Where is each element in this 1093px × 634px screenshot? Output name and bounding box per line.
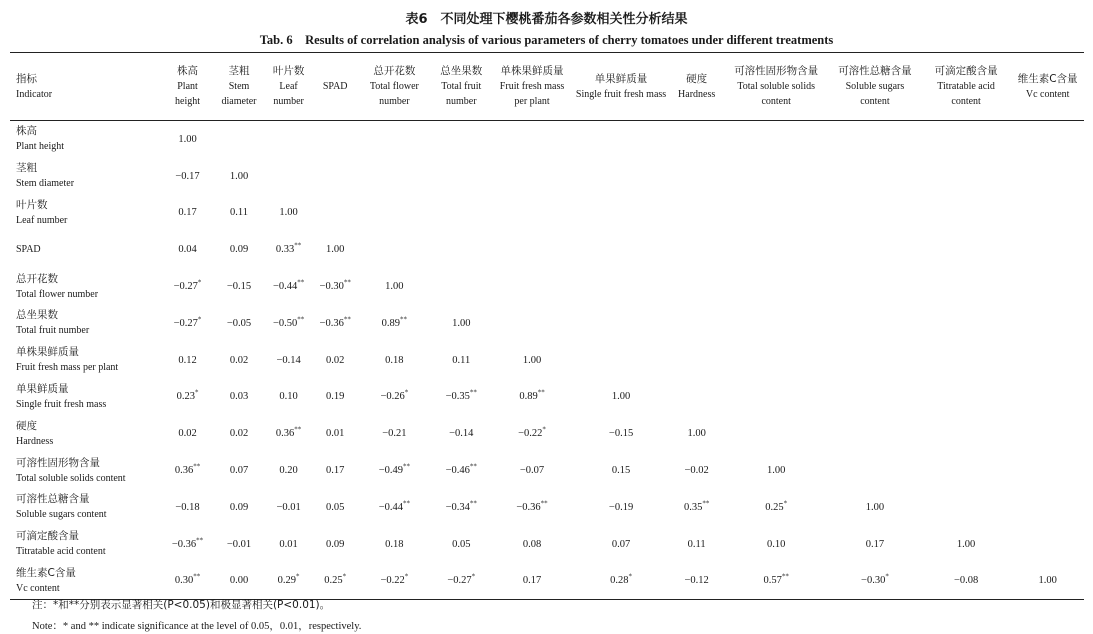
- correlation-cell: 1.00: [385, 281, 404, 293]
- column-header-cn: 株高: [177, 65, 199, 77]
- column-header: [1011, 53, 1084, 121]
- significance-mark: **: [469, 462, 477, 471]
- correlation-cell: [1011, 158, 1084, 195]
- column-header-en: Plant height: [175, 81, 201, 107]
- correlation-cell: 0.10: [767, 538, 786, 550]
- correlation-cell: [723, 379, 829, 416]
- significance-mark: **: [400, 315, 408, 324]
- correlation-cell: 0.02: [178, 428, 197, 440]
- correlation-cell: 0.19: [326, 391, 345, 403]
- correlation-cell: [670, 158, 724, 195]
- row-indicator: [10, 195, 162, 232]
- significance-mark: **: [537, 388, 545, 397]
- row-indicator-cn: 总开花数: [16, 272, 58, 285]
- correlation-cell: −0.12: [684, 575, 709, 587]
- correlation-table: [10, 52, 1084, 600]
- column-header: [213, 53, 265, 121]
- correlation-cell: −0.01: [226, 538, 252, 550]
- correlation-cell: −0.19: [608, 501, 634, 513]
- correlation-cell: [723, 342, 829, 379]
- table-row: [10, 158, 1084, 195]
- correlation-cell: [492, 305, 572, 342]
- table-row: [10, 526, 1084, 563]
- correlation-cell: [921, 121, 1011, 158]
- row-indicator-en: Hardness: [16, 435, 54, 447]
- correlation-cell: −0.08: [953, 575, 979, 587]
- correlation-cell: 0.28*: [610, 572, 632, 587]
- correlation-cell: −0.30*: [861, 572, 889, 587]
- row-indicator: [10, 526, 162, 563]
- correlation-cell: −0.27*: [173, 315, 202, 329]
- correlation-cell: [921, 158, 1011, 195]
- significance-mark: **: [193, 462, 201, 471]
- correlation-cell: [829, 268, 921, 305]
- correlation-cell: −0.50**: [272, 315, 305, 329]
- row-indicator: [10, 415, 162, 452]
- column-header: [921, 53, 1011, 121]
- row-indicator-cn: 茎粗: [16, 162, 37, 175]
- correlation-cell: 1.00: [767, 465, 786, 477]
- correlation-cell: 0.04: [178, 244, 197, 256]
- correlation-cell: [1011, 379, 1084, 416]
- significance-mark: **: [193, 572, 201, 581]
- correlation-cell: 0.36**: [174, 462, 201, 477]
- correlation-cell: 0.05: [326, 501, 345, 513]
- correlation-cell: [572, 231, 670, 268]
- row-indicator: [10, 452, 162, 489]
- row-indicator-en: Plant height: [16, 141, 65, 153]
- row-indicator: [10, 231, 162, 268]
- column-header: [572, 53, 670, 121]
- significance-mark: *: [471, 572, 476, 581]
- correlation-cell: −0.22*: [380, 572, 409, 587]
- column-header-cn: 维生素C含量: [1017, 72, 1078, 85]
- column-header-en: Stem diameter: [221, 81, 257, 107]
- column-header: [162, 53, 213, 121]
- significance-mark: **: [294, 425, 302, 434]
- correlation-cell: [358, 195, 431, 232]
- correlation-cell: [723, 158, 829, 195]
- correlation-cell: 0.15: [611, 465, 631, 477]
- correlation-cell: −0.15: [608, 428, 634, 440]
- correlation-cell: [921, 231, 1011, 268]
- column-header: [265, 53, 313, 121]
- row-indicator-en: SPAD: [16, 243, 41, 255]
- column-header-cn: 总坐果数: [440, 65, 483, 77]
- correlation-cell: [1011, 342, 1084, 379]
- correlation-cell: 0.02: [229, 354, 249, 366]
- correlation-cell: 0.17: [865, 538, 885, 550]
- correlation-cell: 0.00: [229, 575, 249, 587]
- column-header-en: Fruit fresh mass per plant: [499, 81, 565, 107]
- row-indicator-en: Total flower number: [16, 288, 99, 300]
- correlation-cell: 0.01: [279, 538, 298, 550]
- column-header-cn: 硬度: [686, 72, 708, 85]
- column-header: [723, 53, 829, 121]
- correlation-cell: 0.10: [279, 391, 298, 403]
- correlation-cell: 0.02: [326, 354, 345, 366]
- correlation-cell: [829, 342, 921, 379]
- correlation-cell: −0.46**: [445, 462, 477, 477]
- correlation-cell: [670, 342, 724, 379]
- correlation-cell: 0.18: [385, 354, 404, 366]
- significance-mark: **: [196, 536, 204, 545]
- significance-mark: *: [628, 572, 632, 581]
- column-header: [492, 53, 572, 121]
- correlation-cell: 0.35**: [683, 499, 710, 513]
- correlation-cell: 0.89**: [381, 315, 408, 329]
- correlation-cell: [358, 121, 431, 158]
- table-header-row: [10, 53, 1084, 121]
- significance-mark: **: [403, 499, 411, 508]
- row-indicator-cn: 总坐果数: [16, 309, 58, 322]
- correlation-cell: 0.20: [279, 465, 298, 477]
- correlation-cell: [921, 452, 1011, 489]
- correlation-cell: −0.01: [276, 501, 301, 513]
- correlation-cell: [358, 231, 431, 268]
- significance-mark: **: [702, 499, 710, 508]
- correlation-cell: 0.33**: [275, 241, 302, 256]
- correlation-cell: −0.26*: [380, 388, 409, 403]
- column-header: [670, 53, 724, 121]
- correlation-cell: 0.89**: [519, 388, 545, 403]
- row-indicator-cn: 可溶性总糖含量: [16, 493, 90, 506]
- correlation-cell: −0.22*: [518, 425, 546, 440]
- table-row: [10, 342, 1084, 379]
- column-header-cn: 单株果鲜质量: [500, 65, 564, 77]
- table-row: [10, 379, 1084, 416]
- correlation-cell: [1011, 268, 1084, 305]
- column-header-en: Vc content: [1025, 88, 1070, 100]
- significance-mark: **: [781, 572, 789, 581]
- correlation-cell: [723, 121, 829, 158]
- correlation-cell: −0.30**: [319, 278, 351, 293]
- correlation-cell: 0.17: [326, 465, 345, 477]
- correlation-cell: [1011, 195, 1084, 232]
- correlation-cell: 0.11: [687, 538, 706, 550]
- correlation-cell: [213, 121, 265, 158]
- correlation-cell: −0.36**: [171, 536, 204, 550]
- correlation-cell: 0.57**: [763, 572, 789, 587]
- significance-mark: **: [540, 499, 548, 508]
- correlation-cell: [829, 121, 921, 158]
- row-indicator-cn: 可溶性固形物含量: [16, 456, 100, 469]
- correlation-cell: 1.00: [178, 133, 197, 145]
- correlation-cell: [921, 379, 1011, 416]
- correlation-cell: [572, 121, 670, 158]
- row-indicator-en: Leaf number: [16, 214, 68, 226]
- correlation-cell: −0.21: [382, 428, 407, 440]
- correlation-cell: [829, 379, 921, 416]
- correlation-cell: 0.29*: [277, 572, 300, 587]
- row-indicator-en: Fruit fresh mass per plant: [16, 362, 119, 374]
- correlation-cell: [829, 195, 921, 232]
- significance-mark: *: [342, 572, 347, 581]
- column-header-en: Total fruit number: [441, 81, 482, 107]
- correlation-cell: 0.09: [326, 538, 345, 550]
- indicator-header-en: Indicator: [16, 88, 53, 100]
- table-row: [10, 195, 1084, 232]
- correlation-cell: [265, 121, 313, 158]
- row-indicator-en: Vc content: [16, 582, 60, 594]
- significance-mark: *: [542, 425, 546, 434]
- row-indicator-en: Total fruit number: [16, 325, 90, 337]
- correlation-cell: 1.00: [956, 538, 976, 550]
- correlation-cell: 0.12: [178, 354, 197, 366]
- row-indicator-cn: 可滴定酸含量: [16, 530, 79, 543]
- correlation-cell: [670, 195, 724, 232]
- correlation-cell: −0.17: [175, 170, 200, 182]
- correlation-cell: −0.14: [276, 354, 301, 366]
- table-row: [10, 121, 1084, 158]
- table-body: [10, 121, 1084, 600]
- correlation-cell: [492, 158, 572, 195]
- correlation-cell: 1.00: [611, 391, 631, 403]
- row-indicator-cn: 叶片数: [16, 198, 48, 211]
- correlation-cell: −0.27*: [173, 278, 202, 293]
- correlation-cell: [492, 195, 572, 232]
- correlation-cell: [829, 415, 921, 452]
- correlation-cell: [670, 379, 724, 416]
- correlation-cell: 1.00: [279, 207, 298, 219]
- significance-mark: *: [296, 572, 300, 581]
- row-indicator-cn: 单株果鲜质量: [16, 346, 79, 359]
- column-header-cn: 单果鲜质量: [594, 72, 648, 85]
- note-cn: 注：*和**分别表示显著相关(P<0.05)和极显著相关(P<0.01)。: [32, 599, 331, 611]
- correlation-cell: [829, 231, 921, 268]
- correlation-cell: [312, 158, 358, 195]
- correlation-cell: [670, 121, 724, 158]
- column-header-en: Leaf number: [273, 81, 304, 107]
- significance-mark: **: [343, 278, 351, 287]
- table-row: [10, 489, 1084, 526]
- correlation-cell: −0.36**: [319, 315, 351, 329]
- correlation-cell: [572, 158, 670, 195]
- correlation-cell: [921, 268, 1011, 305]
- correlation-cell: [921, 305, 1011, 342]
- correlation-cell: 0.23*: [176, 388, 199, 403]
- correlation-cell: −0.07: [519, 465, 545, 477]
- correlation-cell: [492, 268, 572, 305]
- correlation-cell: [492, 231, 572, 268]
- correlation-cell: [1011, 121, 1084, 158]
- correlation-cell: 1.00: [687, 428, 706, 440]
- correlation-cell: [572, 268, 670, 305]
- correlation-cell: [723, 268, 829, 305]
- column-header-en: Single fruit fresh mass: [575, 88, 667, 100]
- row-indicator: [10, 121, 162, 158]
- column-header-cn: 可溶性固形物含量: [734, 65, 819, 77]
- correlation-cell: [723, 305, 829, 342]
- correlation-cell: −0.18: [175, 501, 200, 513]
- column-header: [829, 53, 921, 121]
- correlation-cell: −0.27*: [447, 572, 476, 587]
- table-title-cn: 表6 不同处理下樱桃番茄各参数相关性分析结果: [405, 12, 688, 27]
- correlation-cell: [1011, 489, 1084, 526]
- correlation-cell: −0.44**: [272, 278, 305, 293]
- correlation-cell: [431, 158, 492, 195]
- correlation-cell: −0.15: [226, 281, 252, 293]
- correlation-cell: 0.30**: [174, 572, 201, 587]
- correlation-cell: [1011, 452, 1084, 489]
- significance-mark: *: [404, 572, 409, 581]
- correlation-cell: [670, 268, 724, 305]
- correlation-cell: 1.00: [1038, 575, 1057, 587]
- significance-mark: **: [469, 499, 477, 508]
- column-header-cn: 茎粗: [228, 65, 250, 77]
- significance-mark: *: [783, 499, 788, 508]
- correlation-cell: [572, 195, 670, 232]
- note-en: Note：* and ** indicate significance at the level of 0.05，0.01，respectively.: [32, 621, 362, 632]
- table-row: [10, 415, 1084, 452]
- correlation-cell: [572, 305, 670, 342]
- correlation-cell: [670, 231, 724, 268]
- correlation-cell: −0.36**: [516, 499, 548, 513]
- correlation-cell: [1011, 415, 1084, 452]
- significance-mark: *: [404, 388, 409, 397]
- correlation-cell: [723, 415, 829, 452]
- indicator-header: [10, 53, 162, 121]
- table-row: [10, 563, 1084, 600]
- correlation-cell: [312, 121, 358, 158]
- table-row: [10, 231, 1084, 268]
- correlation-cell: 0.07: [229, 465, 249, 477]
- correlation-cell: 0.36**: [275, 425, 302, 440]
- column-header-en: Total soluble solids content: [737, 81, 815, 107]
- column-header: [358, 53, 431, 121]
- correlation-cell: [829, 158, 921, 195]
- significance-mark: **: [297, 315, 305, 324]
- column-header-en: SPAD: [322, 81, 348, 92]
- correlation-cell: [921, 195, 1011, 232]
- correlation-cell: [572, 342, 670, 379]
- column-header: [431, 53, 492, 121]
- correlation-cell: −0.02: [684, 465, 709, 477]
- correlation-cell: [431, 231, 492, 268]
- row-indicator-en: Total soluble solids content: [16, 472, 126, 484]
- correlation-cell: 0.03: [229, 391, 249, 403]
- correlation-cell: [670, 305, 724, 342]
- correlation-cell: −0.44**: [378, 499, 411, 513]
- row-indicator: [10, 563, 162, 600]
- correlation-cell: 1.00: [229, 170, 249, 182]
- correlation-cell: [431, 195, 492, 232]
- row-indicator: [10, 342, 162, 379]
- significance-mark: *: [885, 572, 889, 581]
- row-indicator-en: Soluble sugars content: [16, 509, 107, 521]
- column-header-cn: 可滴定酸含量: [934, 65, 998, 77]
- table-row: [10, 268, 1084, 305]
- correlation-cell: [431, 268, 492, 305]
- correlation-cell: 0.17: [522, 575, 542, 587]
- correlation-cell: −0.05: [226, 317, 252, 329]
- row-indicator-cn: 单果鲜质量: [16, 382, 69, 395]
- row-indicator: [10, 158, 162, 195]
- correlation-cell: 0.25*: [324, 572, 347, 587]
- correlation-cell: 0.11: [452, 354, 471, 366]
- indicator-header-cn: 指标: [16, 72, 37, 85]
- correlation-cell: 0.09: [229, 501, 249, 513]
- correlation-cell: [431, 121, 492, 158]
- correlation-cell: [829, 452, 921, 489]
- row-indicator-cn: 维生素C含量: [16, 566, 76, 579]
- correlation-cell: [1011, 305, 1084, 342]
- row-indicator-en: Single fruit fresh mass: [16, 398, 107, 410]
- correlation-cell: [829, 305, 921, 342]
- correlation-cell: [921, 342, 1011, 379]
- column-header-en: Hardness: [678, 88, 716, 100]
- significance-mark: **: [294, 241, 302, 250]
- significance-mark: *: [197, 315, 202, 324]
- column-header-en: Total flower number: [369, 81, 419, 107]
- column-header-en: Titratable acid content: [937, 81, 995, 107]
- correlation-cell: [723, 195, 829, 232]
- column-header-en: Soluble sugars content: [845, 81, 905, 107]
- significance-mark: *: [194, 388, 199, 397]
- row-indicator-cn: 株高: [16, 125, 37, 138]
- correlation-cell: 1.00: [326, 244, 345, 256]
- correlation-cell: [265, 158, 313, 195]
- correlation-cell: 0.25*: [765, 499, 788, 513]
- column-header-cn: 叶片数: [272, 65, 305, 77]
- table-title-en: Tab. 6 Results of correlation analysis of various parameters of cherry tomatoes under different treatments: [259, 33, 834, 47]
- row-indicator: [10, 379, 162, 416]
- correlation-cell: 0.11: [230, 207, 249, 219]
- correlation-cell: [358, 158, 431, 195]
- correlation-cell: 1.00: [452, 317, 471, 329]
- significance-mark: *: [197, 278, 202, 287]
- table-row: [10, 305, 1084, 342]
- table-row: [10, 452, 1084, 489]
- correlation-cell: 0.02: [229, 428, 249, 440]
- column-header-cn: 总开花数: [373, 65, 416, 77]
- correlation-cell: −0.34**: [445, 499, 477, 513]
- column-header: [312, 53, 358, 121]
- correlation-cell: 1.00: [865, 501, 885, 513]
- correlation-cell: −0.49**: [378, 462, 411, 477]
- row-indicator: [10, 489, 162, 526]
- correlation-cell: [1011, 526, 1084, 563]
- correlation-cell: 0.05: [452, 538, 471, 550]
- correlation-cell: 0.18: [385, 538, 404, 550]
- row-indicator: [10, 268, 162, 305]
- row-indicator-cn: 硬度: [16, 419, 37, 432]
- correlation-cell: [492, 121, 572, 158]
- correlation-cell: 0.01: [326, 428, 345, 440]
- column-header-cn: 可溶性总糖含量: [838, 65, 912, 77]
- correlation-cell: [1011, 231, 1084, 268]
- correlation-cell: 1.00: [522, 354, 542, 366]
- correlation-cell: [921, 415, 1011, 452]
- significance-mark: **: [297, 278, 305, 287]
- row-indicator-en: Stem diameter: [16, 178, 75, 190]
- correlation-cell: 0.07: [611, 538, 631, 550]
- correlation-cell: −0.14: [449, 428, 474, 440]
- correlation-cell: 0.08: [522, 538, 542, 550]
- row-indicator-en: Titratable acid content: [16, 546, 106, 558]
- significance-mark: **: [469, 388, 477, 397]
- correlation-cell: [312, 195, 358, 232]
- correlation-cell: 0.17: [178, 207, 197, 219]
- correlation-cell: [921, 489, 1011, 526]
- correlation-cell: [723, 231, 829, 268]
- row-indicator: [10, 305, 162, 342]
- significance-mark: **: [343, 315, 351, 324]
- correlation-cell: −0.35**: [445, 388, 477, 403]
- significance-mark: **: [403, 462, 411, 471]
- correlation-cell: 0.09: [229, 244, 249, 256]
